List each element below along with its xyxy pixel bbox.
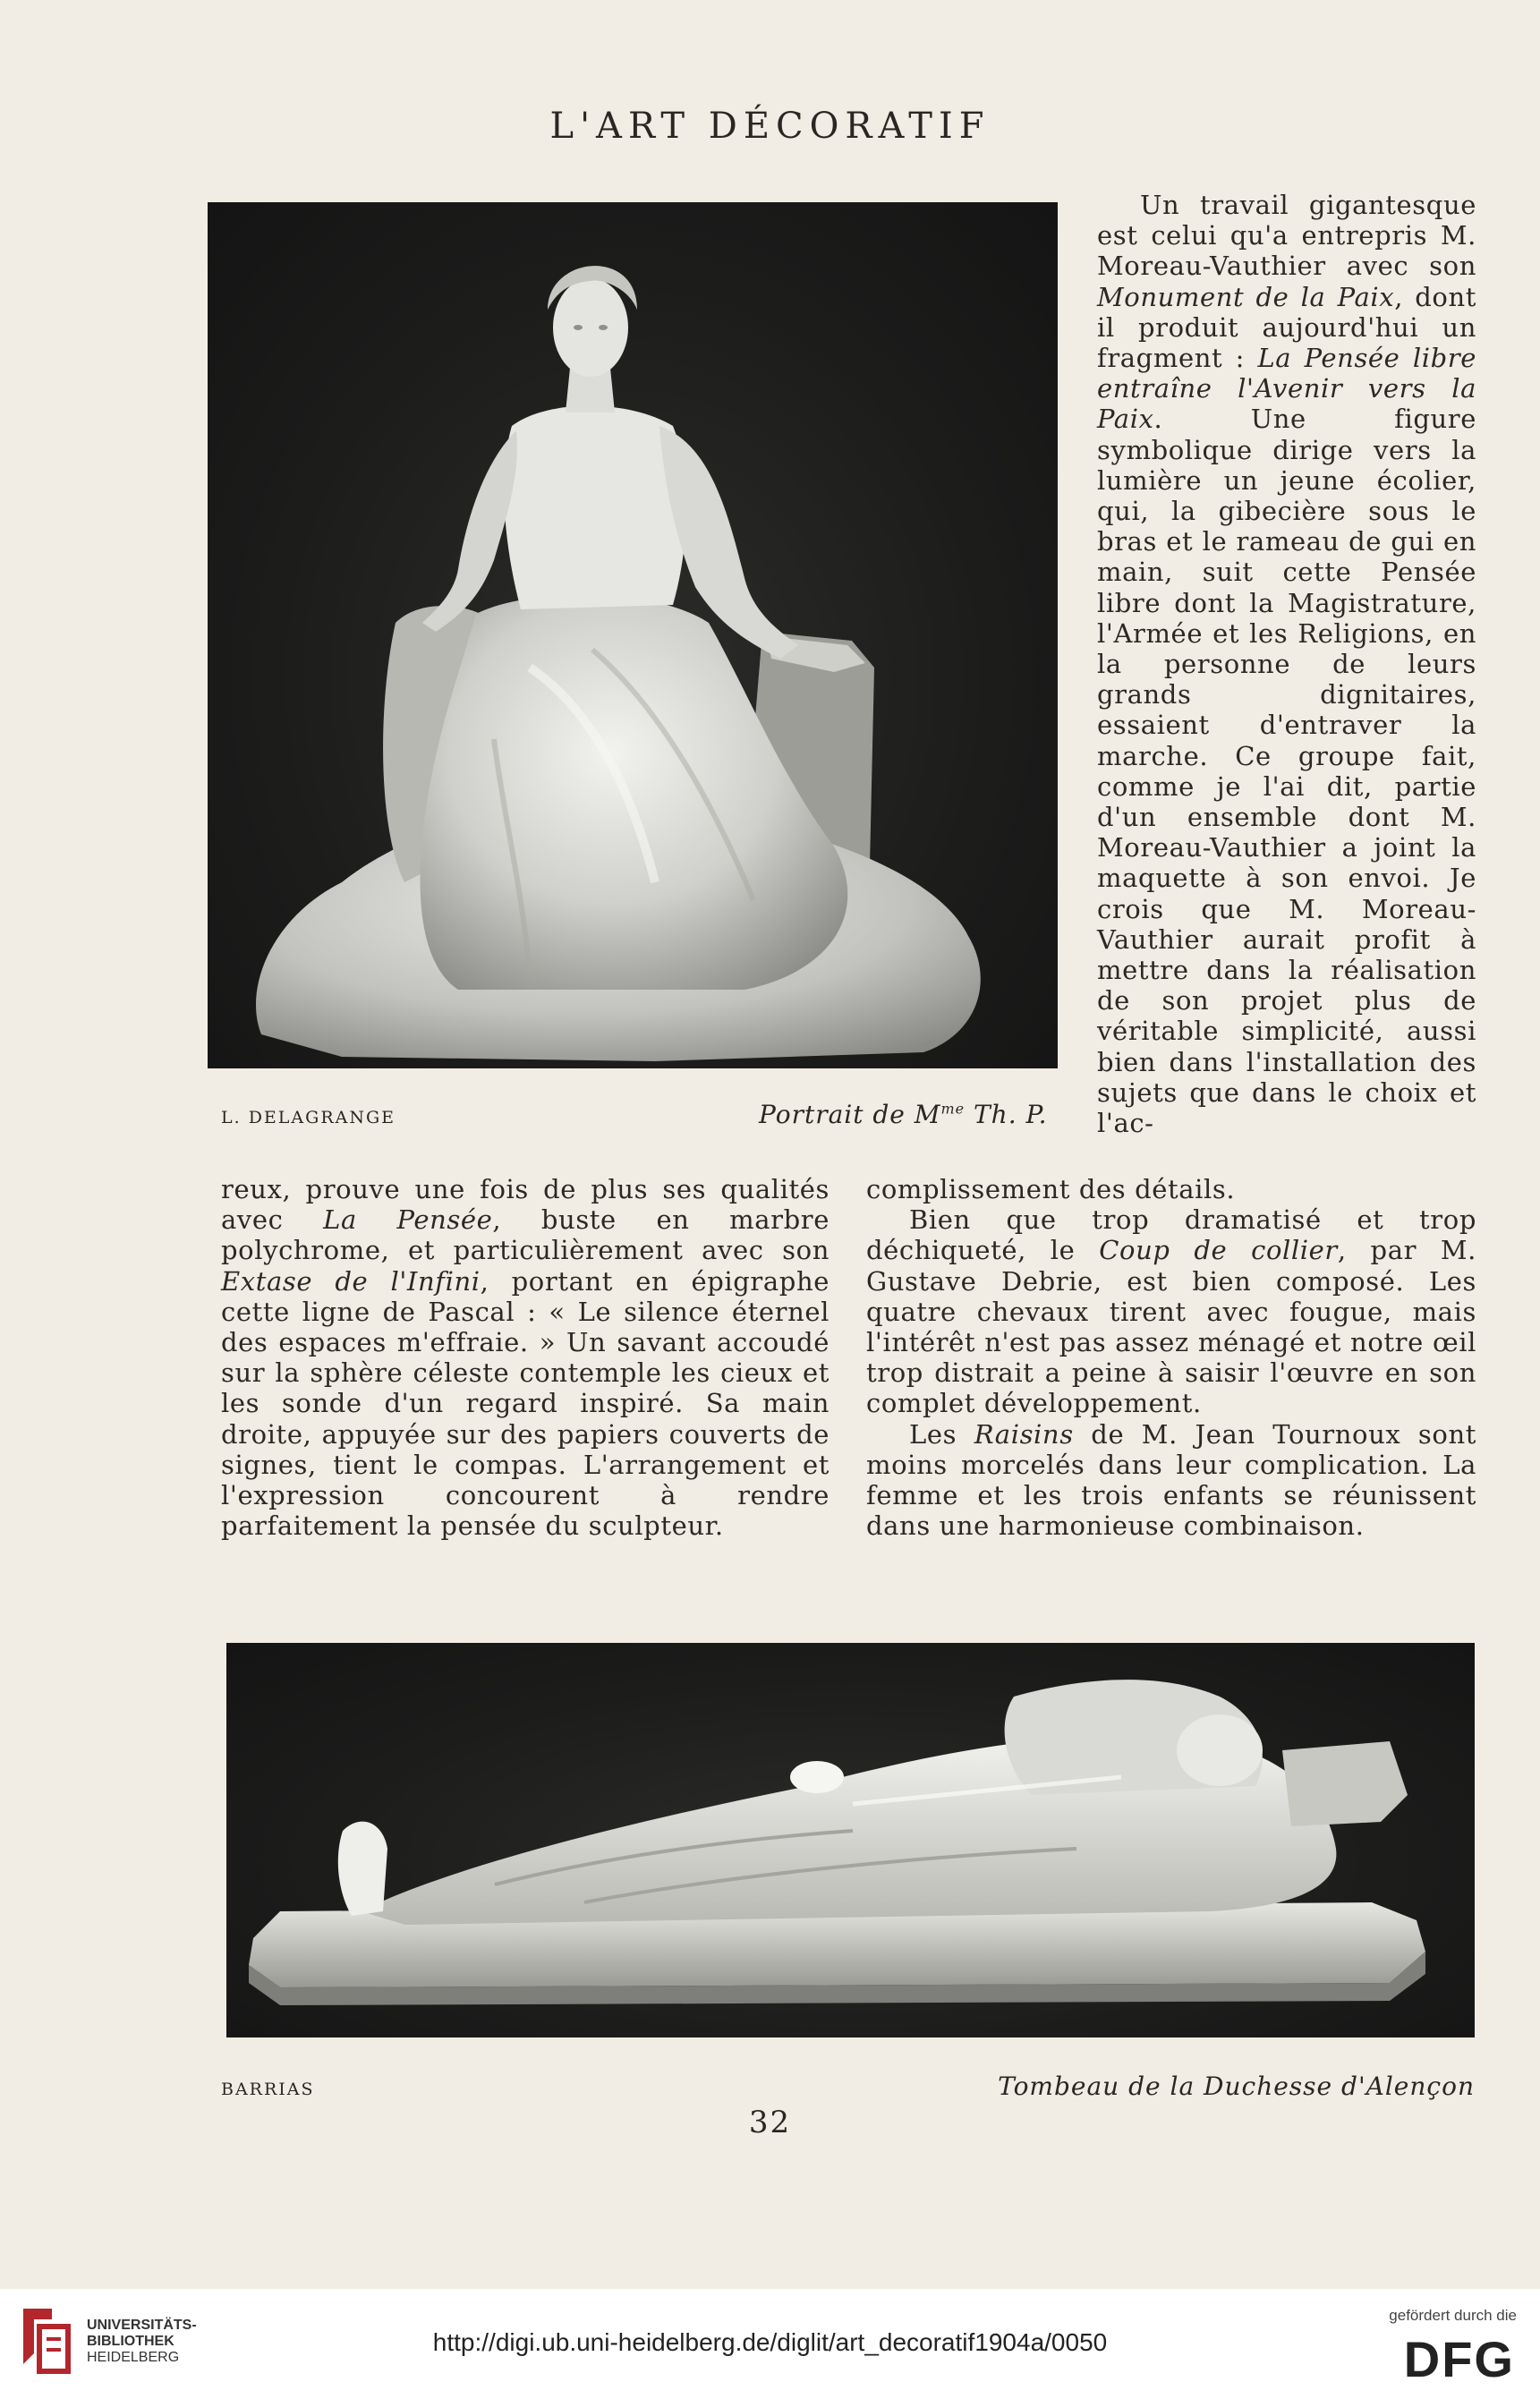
figure-photo-portrait	[208, 202, 1058, 1068]
paragraph-extase-infini: reux, prouve une fois de plus ses qualités avec La Pensée, buste en marbre polychrome, et particulièrement avec son Extase de l'Infini, portant en épigraphe cette ligne de Pascal : « Le silence éternel des espaces m'effraie. » Un savant accoudé sur la sphère céleste contemple les cieux et les sonde d'un regard inspiré. Sa main droite, appuyée sur des papiers couverts de signes, tient le compas. L'arrangement et l'expression concourent à rendre parfaitement la pensée du sculpteur.	[221, 1174, 830, 1542]
paragraph-moreau-vauthier: Un travail gigantesque est celui qu'a entrepris M. Moreau-Vauthier avec son Monument de la Paix, dont il produit aujourd'hui un fragment : La Pensée libre entraîne l'Avenir vers la Paix. Une figure symbolique dirige vers la lumière un jeune écolier, qui, la gibecière sous le bras et le rameau de gui en main, suit cette Pensée libre dont la Magistrature, l'Armée et les Religions, en la personne de leurs grands dignitaires, essaient d'entraver la marche. Ce groupe fait, comme je l'ai dit, partie d'un ensemble dont M. Moreau-Vauthier a joint la maquette à son envoi. Je crois que M. Moreau-Vauthier aurait profit à mettre dans la réalisation de son projet plus de véritable simplicité, aussi bien dans l'installation des sujets que dans le choix et l'ac-	[1097, 190, 1476, 1139]
sculpture-recumbent-figure-image	[226, 1643, 1475, 2037]
middle-right-column-text	[866, 1174, 1476, 1541]
figure-top-caption	[759, 1100, 1048, 1129]
left-column-text	[221, 1174, 830, 1541]
library-line-3: HEIDELBERG	[87, 2350, 180, 2365]
sponsor-label: gefördert durch die	[1389, 2307, 1517, 2324]
right-column-text	[1097, 190, 1476, 1138]
figure-top-artist: L. DELAGRANGE	[221, 1108, 396, 1127]
dfg-logo: DFG	[1403, 2331, 1515, 2387]
library-line-1: UNIVERSITÄTS-	[87, 2318, 197, 2333]
paragraph-coup-de-collier: Bien que trop dramatisé et trop déchiqueté, le Coup de collier, par M. Gustave Debrie, est bien composé. Les quatre chevaux tirent avec fougue, mais l'intérêt n'est pas assez ménagé et notre œil trop distrait a peine à saisir l'œuvre en son complet développement.	[866, 1204, 1476, 1419]
paragraph-raisins: Les Raisins de M. Jean Tournoux sont moins morcelés dans leur complication. La femme et les trois enfants se réunissent dans une harmonieuse combinaison.	[866, 1418, 1476, 1542]
sculpture-seated-woman-image	[208, 202, 1058, 1068]
caption-suffix: Th. P.	[965, 1100, 1048, 1129]
figure-photo-tombeau	[226, 1643, 1475, 2037]
library-line-2: BIBLIOTHEK	[87, 2334, 174, 2349]
figure-bottom-artist: BARRIAS	[221, 2080, 315, 2099]
running-header: L'ART DÉCORATIF	[549, 106, 991, 147]
figure-bottom-caption: Tombeau de la Duchesse d'Alençon	[998, 2071, 1475, 2101]
digitization-url-link[interactable]: http://digi.ub.uni-heidelberg.de/diglit/art_decoratif1904a/0050	[432, 2328, 1108, 2356]
page-number: 32	[748, 2105, 792, 2140]
paragraph-continuation: complissement des détails.	[866, 1174, 1236, 1204]
caption-superscript: me	[940, 1100, 966, 1118]
digitization-footer	[0, 2289, 1540, 2399]
caption-prefix: Portrait de M	[759, 1100, 941, 1129]
